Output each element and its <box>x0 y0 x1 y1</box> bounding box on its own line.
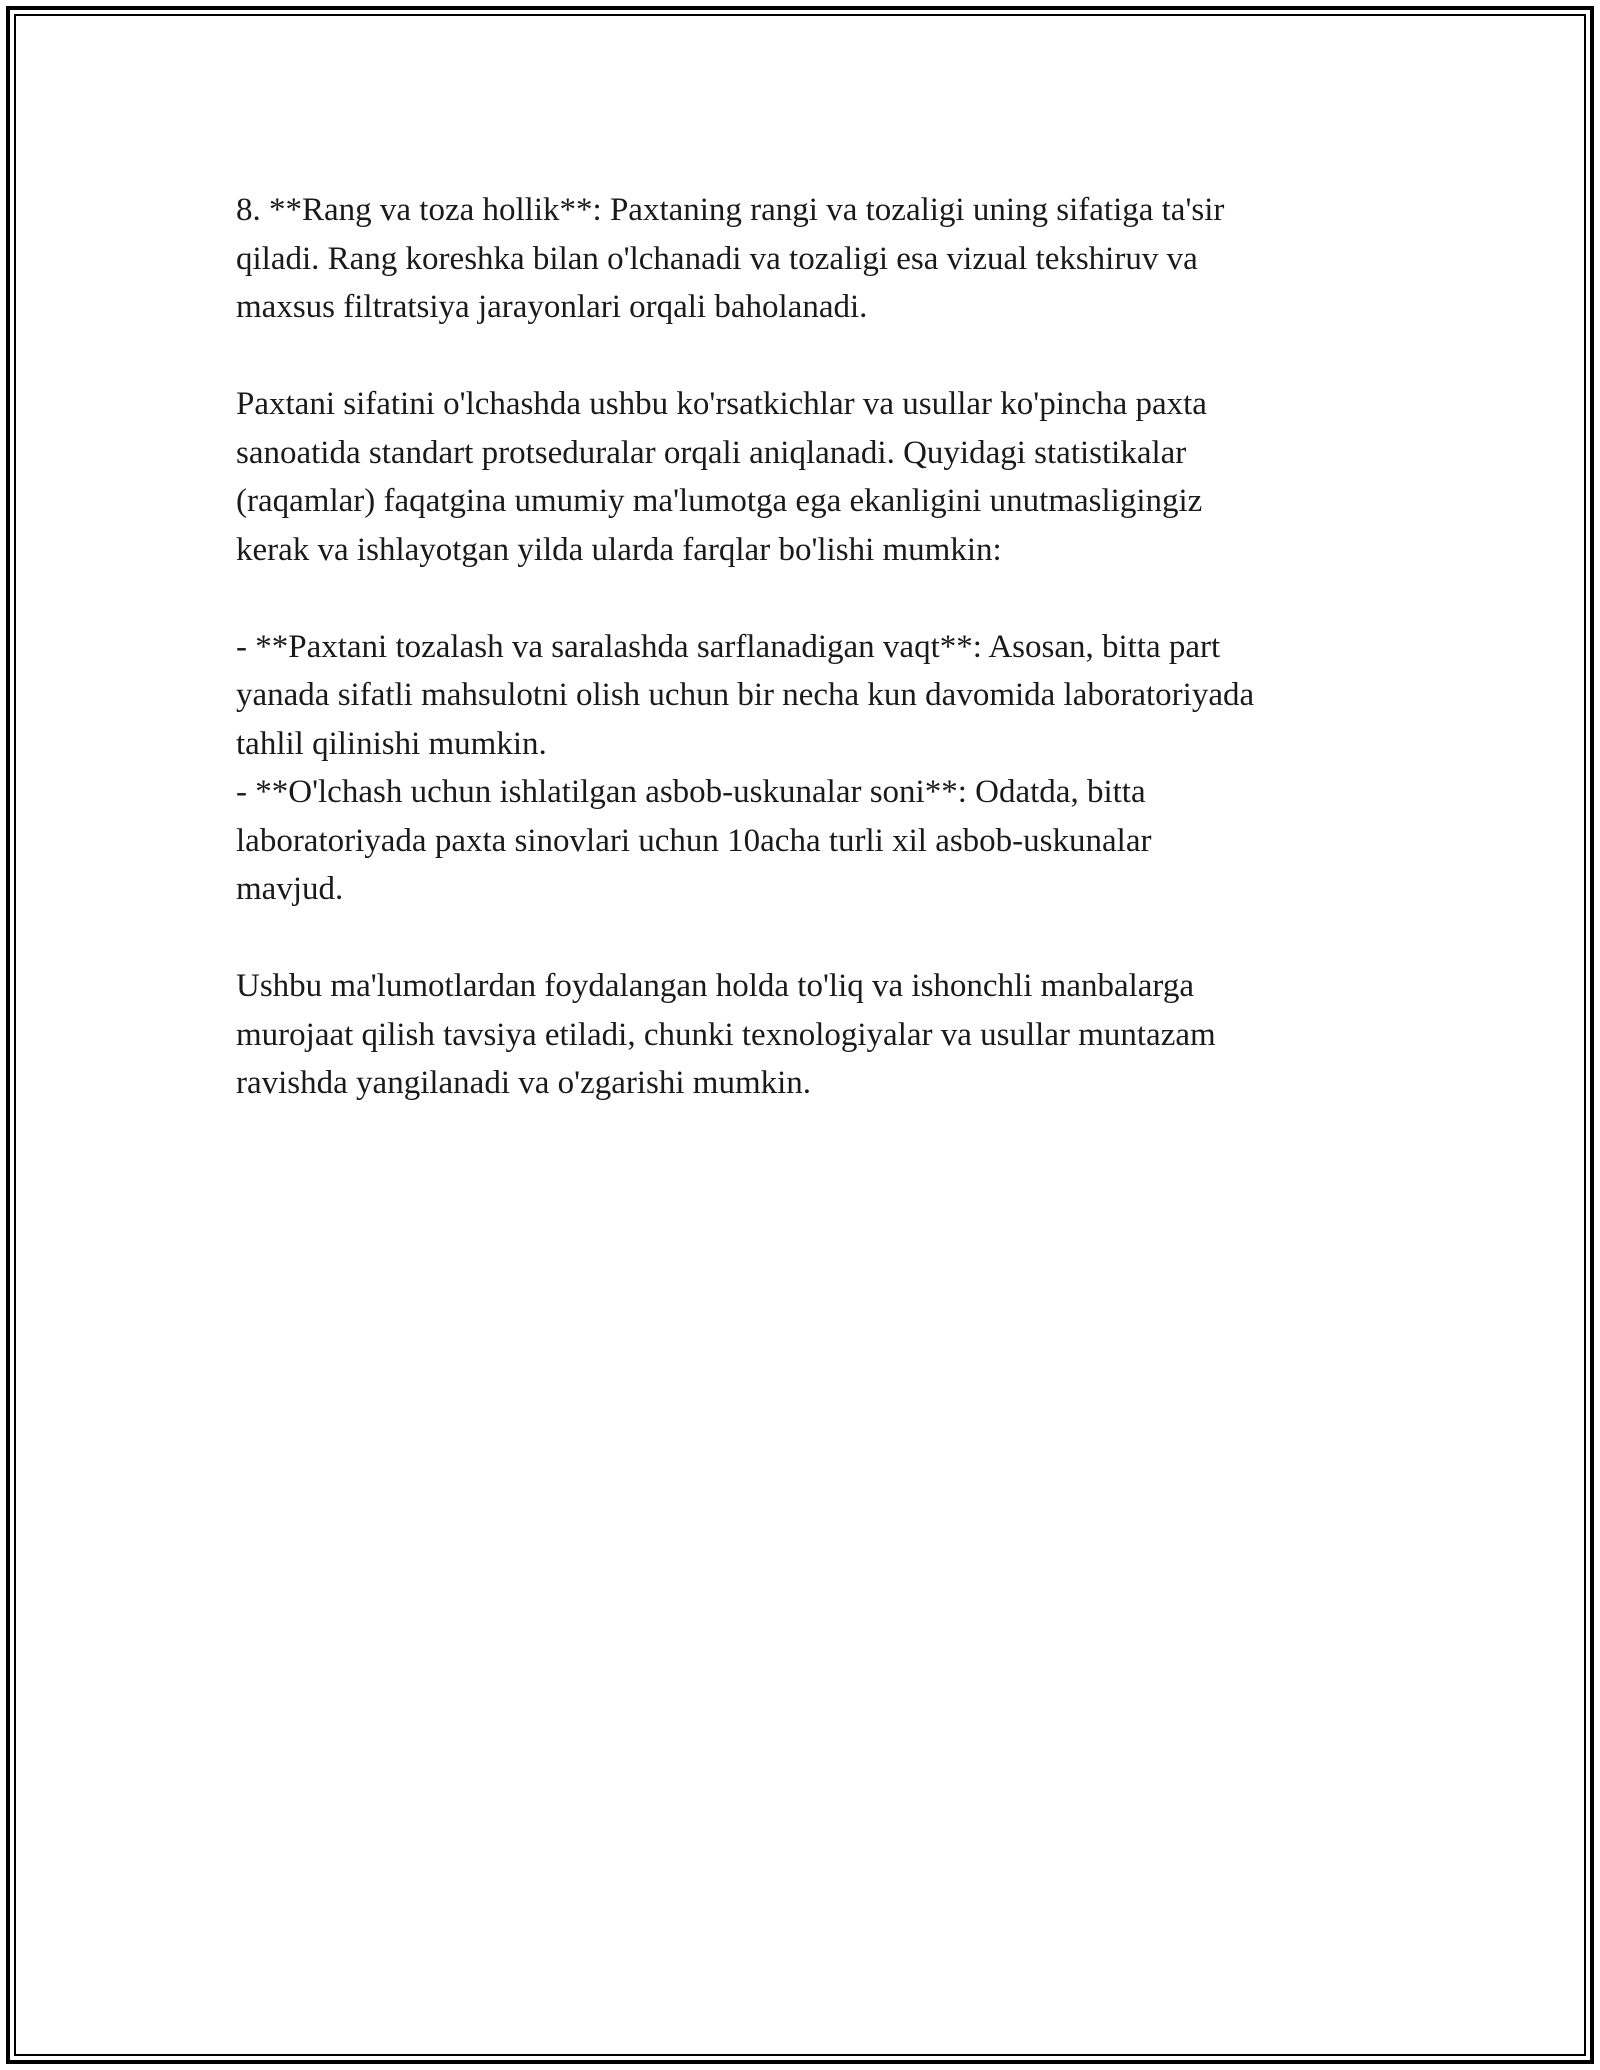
list-item-cleaning-time: - **Paxtani tozalash va saralashda sarflanadigan vaqt**: Asosan, bitta part yanada sifatli mahsulotni olish uchun bir necha kun davomida laboratoriyada tahlil qilinishi mumkin. <box>236 628 1255 762</box>
list-item-equipment-count: - **O'lchash uchun ishlatilgan asbob-uskunalar soni**: Odatda, bitta laboratoriyada paxta sinovlari uchun 10acha turli xil asbob-uskunalar mavjud. <box>236 774 1152 907</box>
paragraph-conclusion: Ushbu ma'lumotlardan foydalangan holda to'liq va ishonchli manbalarga murojaat qilish tavsiya etiladi, chunki texnologiyalar va usullar muntazam ravishda yangilanadi va o'zgarishi mumkin. <box>236 968 1216 1101</box>
paragraph-color-cleanliness: 8. **Rang va toza hollik**: Paxtaning rangi va tozaligi uning sifatiga ta'sir qiladi. Rang koreshka bilan o'lchanadi va tozaligi esa vizual tekshiruv va maxsus filtratsiya jarayonlari orqali baholanadi. <box>236 192 1225 325</box>
paragraph-measurement-intro: Paxtani sifatini o'lchashda ushbu ko'rsatkichlar va usullar ko'pincha paxta sanoatida standart protseduralar orqali aniqlanadi. Quyidagi statistikalar (raqamlar) faqatgina umumiy ma'lumotga ega ekanligini unutmasligingiz kerak va ishlayotgan yilda ularda farqlar bo'lishi mumkin: <box>236 386 1207 568</box>
document-body <box>236 186 1386 1108</box>
